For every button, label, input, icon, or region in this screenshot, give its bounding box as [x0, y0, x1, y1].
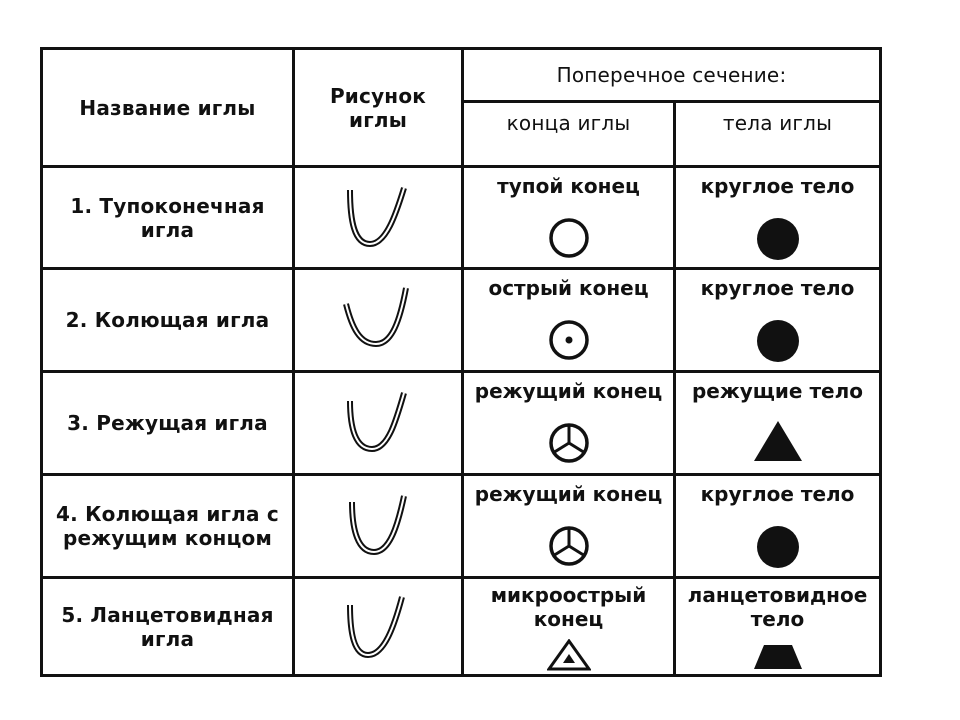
needle-name: 3. Режущая игла [67, 411, 268, 435]
body-label: ланцетовидное тело [687, 583, 868, 631]
filled-circle-icon [755, 318, 801, 364]
tip-label: микроострый конец [490, 583, 647, 631]
dotted-circle-icon [547, 318, 591, 362]
tip-cell [464, 579, 673, 674]
hollow-circle-icon [547, 216, 591, 260]
tip-cell [464, 270, 673, 370]
tip-label: режущий конец [474, 379, 663, 403]
needle-table [40, 47, 882, 677]
needle-drawing-icon [295, 579, 461, 674]
needle-drawing-icon [295, 270, 461, 370]
tip-label: острый конец [488, 276, 649, 300]
body-label: режущие тело [691, 379, 863, 403]
needle-drawing-icon [295, 476, 461, 576]
header-cross-section: Поперечное сечение: [556, 63, 787, 87]
body-cell [676, 270, 879, 370]
body-label: круглое тело [700, 174, 855, 198]
body-label: круглое тело [700, 276, 855, 300]
needle-name: 2. Колющая игла [65, 308, 270, 332]
tip-cell [464, 373, 673, 473]
tip-label: режущий конец [474, 482, 663, 506]
needle-drawing-icon [295, 373, 461, 473]
needle-drawing-icon [295, 168, 461, 267]
header-body: тела иглы [722, 111, 833, 135]
filled-circle-icon [755, 216, 801, 262]
body-cell [676, 579, 879, 674]
header-tip: конца иглы [506, 111, 631, 135]
tip-label: тупой конец [497, 174, 640, 198]
tri-spoke-circle-icon [547, 421, 591, 465]
filled-trapezoid-icon [752, 643, 804, 671]
body-label: круглое тело [700, 482, 855, 506]
filled-triangle-icon [752, 419, 804, 463]
tip-cell [464, 168, 673, 267]
needle-name: 5. Ланцетовидная игла [61, 602, 274, 651]
body-cell [676, 373, 879, 473]
needle-name: 4. Колющая игла с режущим концом [56, 502, 279, 550]
body-cell [676, 168, 879, 267]
body-cell [676, 476, 879, 576]
filled-circle-icon [755, 524, 801, 570]
header-picture: Рисунок иглы [329, 83, 427, 132]
triangle-in-triangle-icon [547, 639, 591, 671]
needle-name: 1. Тупоконечная игла [70, 193, 265, 242]
header-name: Название иглы [79, 95, 256, 120]
tri-spoke-circle-icon [547, 524, 591, 568]
tip-cell [464, 476, 673, 576]
